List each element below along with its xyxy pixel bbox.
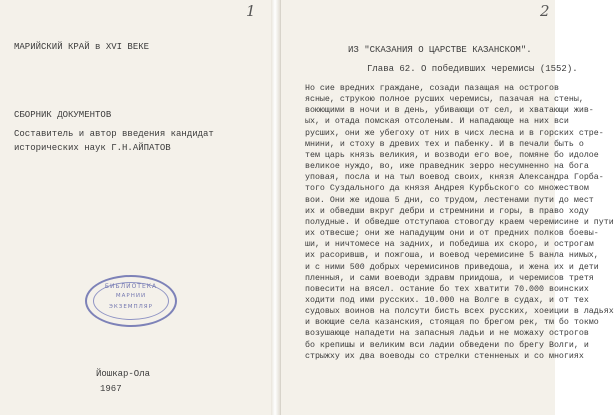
body-text-line: мнини, и стоху в древих тех и пабенку. И в печали быть о xyxy=(305,139,584,149)
left-page xyxy=(0,0,272,415)
body-text-line: ши, и ничтомесе на задних, и победиша их скоро, и острогам xyxy=(305,240,594,250)
body-text-line: бо крепишы и великим вси ладии обведени по брегу Волги, и xyxy=(305,340,589,350)
publication-city: Йошкар-Ола xyxy=(96,369,151,379)
body-text-line: уповая, посла и на тыл воевод своих, князя Александра Горба- xyxy=(305,173,604,183)
collection-title: СБОРНИК ДОКУМЕНТОВ xyxy=(14,110,112,120)
right-page xyxy=(280,0,614,415)
body-text xyxy=(305,83,614,362)
body-text-line: русших, они же убегоху от них в чисх лесна и в горских стре- xyxy=(305,128,604,138)
section-heading: ИЗ "СКАЗАНИЯ О ЦАРСТВЕ КАЗАНСКОМ". xyxy=(348,45,532,55)
body-text-line: Но сие вредних граждане, созади пазащая на острогов xyxy=(305,84,559,93)
body-text-line: тем царь князь великия, и возводи его вое, помяне бо идолое xyxy=(305,150,599,160)
body-text-line: полудные. И обведше отступаюа стовогду краем черемисине и пути xyxy=(305,217,614,227)
body-text-line: ых, и отада помская отсоленым. И нападающе на них вси xyxy=(305,117,569,127)
library-stamp xyxy=(85,275,177,327)
body-text-line: их отвесше; они же нападущим они и от предних полков боевы- xyxy=(305,229,599,239)
body-text-line: и с ними 500 добрых черемисинов приведоша, и жена их и дети xyxy=(305,262,599,272)
body-text-line: их и обведши вкруг дебри и стремнини и горы, в право ходу xyxy=(305,206,589,216)
compiler-line-2: исторических наук Г.Н.АЙПАТОВ xyxy=(14,143,171,153)
body-text-line: повесити на вясел. остание бо тех хватити 70.000 воинских xyxy=(305,284,589,294)
document-title: МАРИЙСКИЙ КРАЙ в XVI ВЕКЕ xyxy=(14,42,150,52)
body-text-line: того Суздального да князя Андрея Курбьского со множеством xyxy=(305,184,589,194)
chapter-title: Глава 62. О победивших черемисы (1552). xyxy=(367,64,578,74)
body-text-line: пленныя, и сами воеводи здравм приидоша, и черемисов третя xyxy=(305,273,594,283)
publication-year: 1967 xyxy=(100,384,122,394)
compiler-line-1: Составитель и автор введения кандидат xyxy=(14,129,214,139)
body-text-line: ясные, струкою полное русших черемисы, пазачая на стены, xyxy=(305,95,584,105)
body-text-line: возушающе нападети на запасныя ладьи и не можаху острогов xyxy=(305,329,589,339)
body-text-line: их расорившв, и пожгоша, и воевод черемисине 5 ванла нимых, xyxy=(305,251,599,261)
body-text-line: стрыжху их два воеводы со стрелки стенненых и со многиях xyxy=(305,351,584,361)
body-text-line: вои. Они же идоша 5 дни, со трудом, лестенами пути до мест xyxy=(305,195,594,205)
right-page-number: 2 xyxy=(540,2,550,20)
stamp-text-2: МАРНИИ xyxy=(115,293,147,299)
body-text-line: воюющими в ночи и в день, убивающи от сел, и хватающи жив- xyxy=(305,106,594,116)
body-text-line: ходити под ими русских. 10.000 на Волге в судах, и от тех xyxy=(305,295,589,305)
body-text-line: судовых воинов на полсути бисть всех русских, хоеиции в ладьях xyxy=(305,307,614,317)
left-page-number: 1 xyxy=(246,2,256,20)
body-text-line: и воющие села казанския, стоящая по брегом рек, тм бо токмо xyxy=(305,318,599,328)
stamp-text-1: БИБЛИОТЕКА xyxy=(104,283,158,290)
stamp-text-3: ЭКЗЕМПЛЯР xyxy=(109,304,153,310)
body-text-line: великое нуждо, во, иже праведник зерро несумненно на бога xyxy=(305,162,589,172)
book-gutter xyxy=(271,0,280,415)
